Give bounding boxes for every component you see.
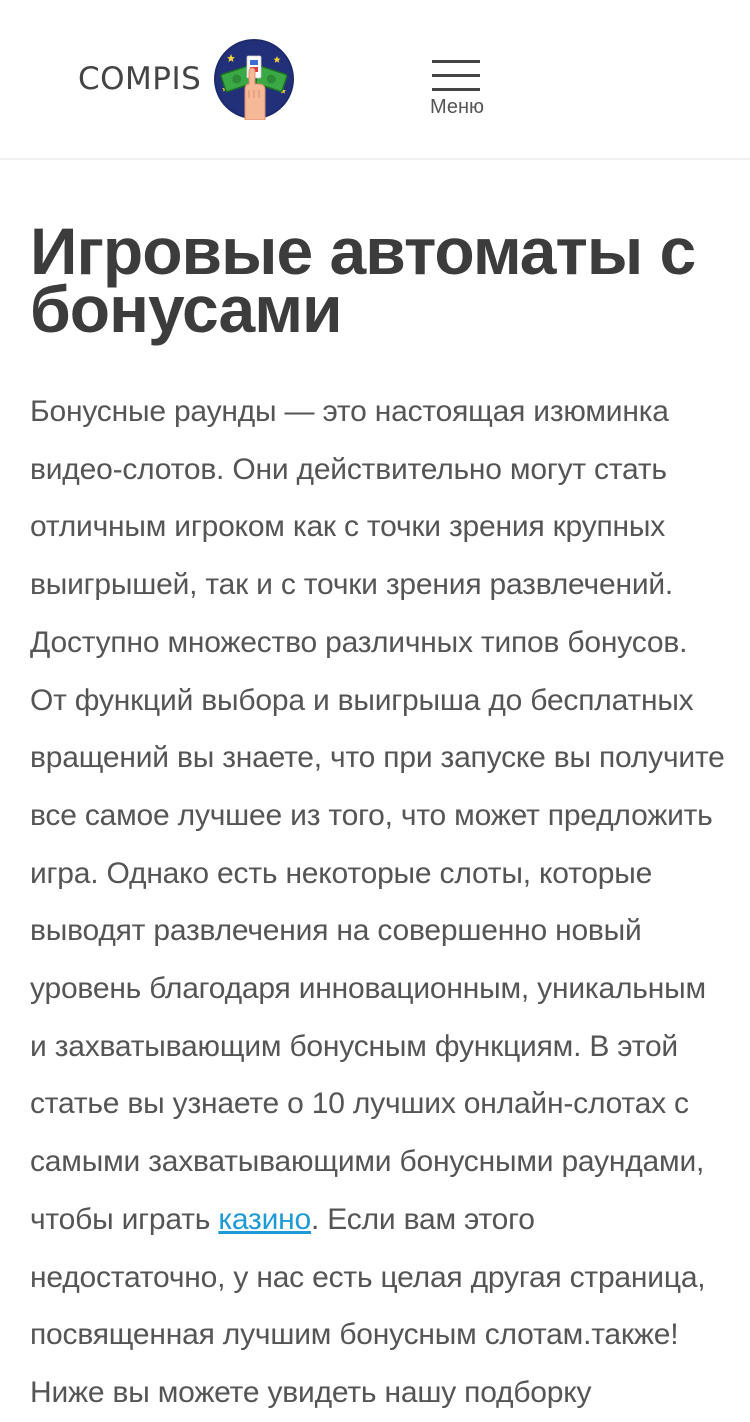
menu-bar-icon	[432, 88, 480, 91]
menu-bar-icon	[432, 74, 480, 77]
intro-text-before-link: Бонусные раунды — это настоящая изюминка видео-слотов. Они действительно могут стать отличным игроком как с точки зрения крупных выигрышей, так и с точки зрения развлечений. Доступно множество различных типов бонусов. От функций выбора и выигрыша до бесплатных вращений вы знаете, что при запуске вы получите все самое лучшее из того, что может предложить игра. Однако есть некоторые слоты, которые выводят развлечения на совершенно новый уровень благодаря инновационным, уникальным и захватывающим бонусным функциям. В этой статье вы узнаете о 10 лучших онлайн-слотах с самыми захватывающими бонусными раундами, чтобы играть	[30, 395, 725, 1236]
intro-paragraph	[30, 383, 726, 1422]
menu-button[interactable]	[430, 60, 485, 126]
site-header	[0, 0, 750, 160]
casino-link[interactable]: казино	[218, 1202, 312, 1236]
logo-badge-icon	[213, 38, 295, 120]
site-logo[interactable]	[78, 38, 295, 120]
intro-text-after-link: . Если вам этого недостаточно, у нас есть целая другая страница, посвященная лучшим бонусным слотам.также! Ниже вы можете увидеть нашу подборку	[30, 1202, 706, 1409]
logo-text: COMPIS	[78, 61, 202, 97]
page-title: Игровые автоматы с бонусами	[30, 214, 696, 346]
menu-bar-icon	[432, 60, 480, 63]
article-content	[30, 210, 726, 1422]
menu-label: Меню	[430, 96, 485, 118]
